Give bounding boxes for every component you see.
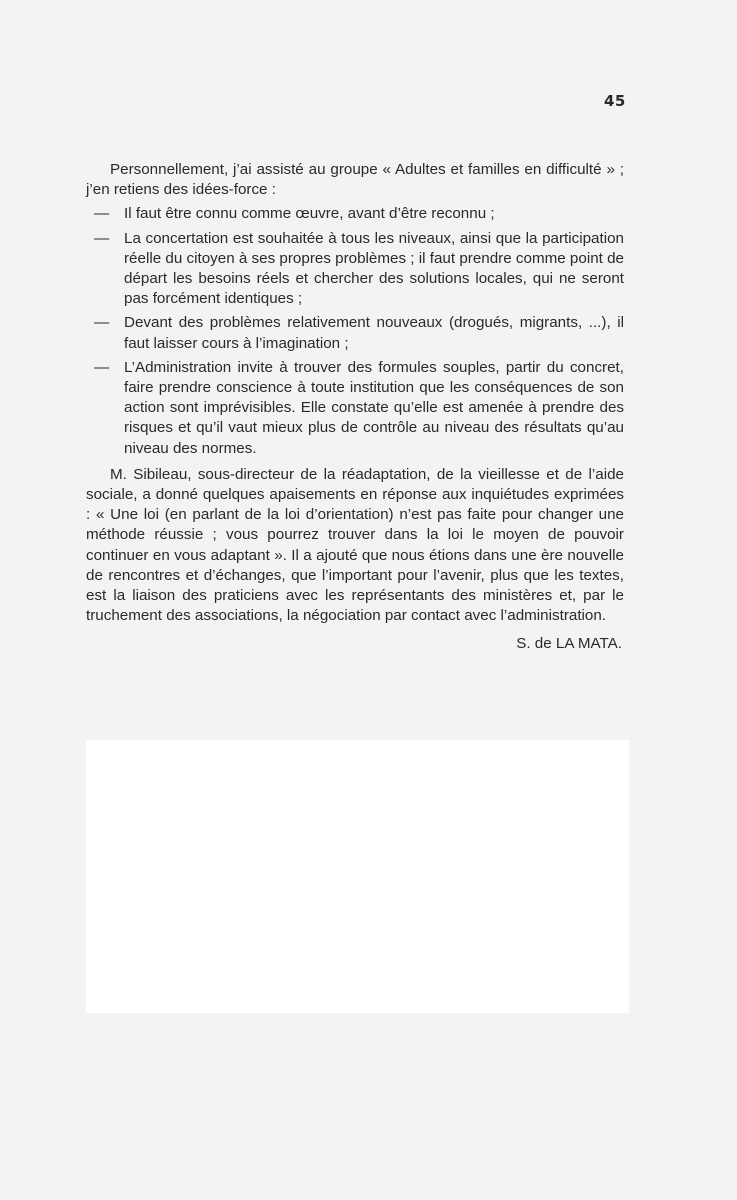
bullet-text: La concertation est souhaitée à tous les niveaux, ainsi que la participation réelle du citoyen à ses propres problèmes ; il faut prendre comme point de départ les besoins réels et chercher des solutions locales, qui ne seront pas forcément identiques ; [124, 229, 624, 308]
bullet-text: Devant des problèmes relativement nouveaux (drogués, migrants, ...), il faut laisser cours à l’imagination ; [124, 314, 624, 352]
bullet-dash: — [94, 314, 110, 332]
bullet-dash: — [94, 205, 110, 223]
blank-region [86, 740, 629, 1013]
bullet-item [86, 204, 624, 224]
page-number: 45 [604, 92, 626, 110]
bullet-item [86, 313, 624, 353]
bullet-item [86, 229, 624, 310]
bullet-text: Il faut être connu comme œuvre, avant d’être reconnu ; [124, 205, 495, 223]
article-body [86, 160, 624, 655]
bullet-dash: — [94, 229, 110, 247]
bullet-item [86, 358, 624, 459]
signature: S. de LA MATA. [516, 635, 622, 653]
second-paragraph: M. Sibileau, sous-directeur de la réadaptation, de la vieillesse et de l’aide sociale, a donné quelques apaisements en réponse aux inquiétudes exprimées : « Une loi (en parlant de la loi d’orientation) n’est pas faite pour changer une méthode réussie ; vous pourrez trouver dans la loi le moyen de pouvoir continuer en vous adaptant ». Il a ajouté que nous étions dans une ère nouvelle de rencontres et d’échanges, que l’important pour l’avenir, plus que les textes, est la liaison des praticiens avec les représentants des ministères et, par le truchement des associations, la négociation par contact avec l’administration. [86, 465, 624, 625]
intro-paragraph: Personnellement, j’ai assisté au groupe « Adultes et familles en difficulté » ; j’en retiens des idées-force : [86, 161, 624, 199]
bullet-text: L’Administration invite à trouver des formules souples, partir du concret, faire prendre conscience à toute institution que les conséquences de son action sont imprévisibles. Elle constate qu’elle est amenée à prendre des risques et qu’il vaut mieux plus de contrôle au niveau des résultats qu’au niveau des normes. [124, 358, 624, 457]
bullet-dash: — [94, 358, 110, 376]
